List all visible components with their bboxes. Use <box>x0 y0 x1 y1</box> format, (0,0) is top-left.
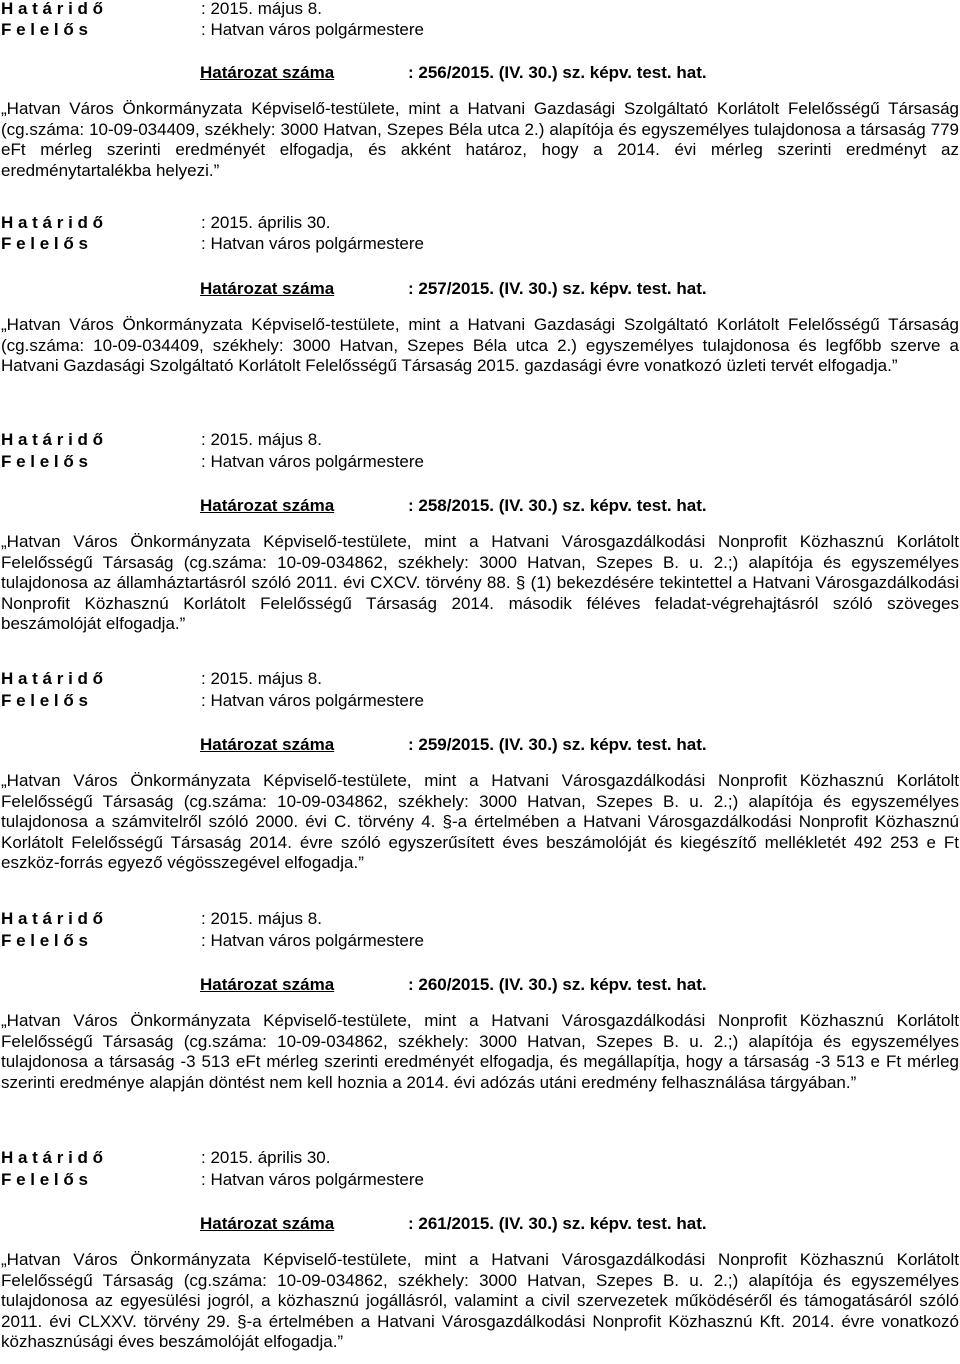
deadline-label: H a t á r i d ő <box>1 0 104 18</box>
resolution-text: „Hatvan Város Önkormányzata Képviselő-testülete, mint a Hatvani Városgazdálkodási Nonprofit Közhasznú Korlátolt Felelősségű Társaság (cg.száma: 10-09-034862, székhely: 3000 Hatvan, Szepes B. u. 2.;) alapítója és egyszemélyes tulajdonosa a társaság -3 513 eFt mérleg szerinti eredményét elfogadja, és megállapítja, hogy a társaság -3 513 e Ft mérleg szerinti eredménye alapján döntést nem kell hoznia a 2014. évi adózás utáni eredmény felhasználása tárgyában.” <box>1 1011 959 1092</box>
resolution-heading <box>200 975 707 995</box>
resolution-number: : 256/2015. (IV. 30.) sz. képv. test. hat. <box>408 63 707 82</box>
deadline-row <box>1 0 322 19</box>
resolution-number: : 257/2015. (IV. 30.) sz. képv. test. hat. <box>408 279 707 298</box>
responsible-value: : Hatvan város polgármestere <box>201 931 424 950</box>
deadline-label: H a t á r i d ő <box>1 909 104 928</box>
deadline-value: : 2015. április 30. <box>201 1148 331 1167</box>
deadline-row <box>1 669 322 689</box>
resolution-number-label: Határozat száma <box>200 279 335 298</box>
responsible-value: : Hatvan város polgármestere <box>201 234 424 253</box>
resolution-number: : 259/2015. (IV. 30.) sz. képv. test. hat. <box>408 735 707 754</box>
deadline-value: : 2015. május 8. <box>201 430 322 449</box>
resolution-heading <box>200 496 707 516</box>
responsible-label: F e l e l ő s <box>1 931 88 950</box>
deadline-label: H a t á r i d ő <box>1 1148 104 1167</box>
deadline-row <box>1 909 322 929</box>
resolution-number-label: Határozat száma <box>200 63 335 82</box>
responsible-row <box>1 1170 424 1190</box>
resolution-text: „Hatvan Város Önkormányzata Képviselő-testülete, mint a Hatvani Városgazdálkodási Nonprofit Közhasznú Korlátolt Felelősségű Társaság (cg.száma: 10-09-034862, székhely: 3000 Hatvan, Szepes B. u. 2.;) alapítója és egyszemélyes tulajdonosa az államháztartásról szóló 2011. évi CXCV. törvény 88. § (1) bekezdésére tekintettel a Hatvani Városgazdálkodási Nonprofit Közhasznú Korlátolt Felelősségű Társaság 2014. második féléves feladat-végrehajtásról szóló szöveges beszámolóját elfogadja.” <box>1 532 959 633</box>
deadline-row <box>1 1148 330 1168</box>
deadline-label: H a t á r i d ő <box>1 213 104 232</box>
responsible-row <box>1 931 424 951</box>
resolution-heading <box>200 63 707 83</box>
resolution-text: „Hatvan Város Önkormányzata Képviselő-testülete, mint a Hatvani Városgazdálkodási Nonprofit Közhasznú Korlátolt Felelősségű Társaság (cg.száma: 10-09-034862, székhely: 3000 Hatvan, Szepes B. u. 2.;) alapítója és egyszemélyes tulajdonosa az egyesülési jogról, a közhasznú jogállásról, valamint a civil szervezetek működéséről és támogatásáról szóló 2011. évi CLXXV. törvény 29. §-a értelmében a Hatvani Városgazdálkodási Nonprofit Közhasznú Kft. 2014. évre vonatkozó közhasznúsági éves beszámolóját elfogadja.” <box>1 1250 959 1351</box>
responsible-row <box>1 452 424 472</box>
deadline-label: H a t á r i d ő <box>1 430 104 449</box>
resolution-number: : 258/2015. (IV. 30.) sz. képv. test. hat. <box>408 496 707 515</box>
deadline-label: H a t á r i d ő <box>1 669 104 688</box>
responsible-label: F e l e l ő s <box>1 691 88 710</box>
resolution-heading <box>200 279 707 299</box>
responsible-row <box>1 20 424 40</box>
responsible-value: : Hatvan város polgármestere <box>201 691 424 710</box>
responsible-label: F e l e l ő s <box>1 452 88 471</box>
resolution-text: „Hatvan Város Önkormányzata Képviselő-testülete, mint a Hatvani Városgazdálkodási Nonprofit Közhasznú Korlátolt Felelősségű Társaság (cg.száma: 10-09-034862, székhely: 3000 Hatvan, Szepes B. u. 2.;) alapítója és egyszemélyes tulajdonosa a számvitelről szóló 2000. évi C. törvény 4. §-a értelmében a Hatvani Városgazdálkodási Nonprofit Közhasznú Korlátolt Felelősségű Társaság 2014. évre szóló egyszerűsített éves beszámolóját és kiegészítő mellékletét 492 253 e Ft eszköz-forrás egyező végösszegével elfogadja.” <box>1 771 959 872</box>
deadline-row <box>1 430 322 450</box>
deadline-value: : 2015. május 8. <box>201 0 322 18</box>
resolution-heading <box>200 1214 707 1234</box>
resolution-text: „Hatvan Város Önkormányzata Képviselő-testülete, mint a Hatvani Gazdasági Szolgáltató Korlátolt Felelősségű Társaság (cg.száma: 10-09-034409, székhely: 3000 Hatvan, Szepes Béla utca 2.) alapítója és egyszemélyes tulajdonosa a társaság 779 eFt mérleg szerinti eredményét elfogadja, és akként határoz, hogy a 2014. évi mérleg szerinti eredményt az eredménytartalékba helyezi.” <box>1 99 959 180</box>
deadline-value: : 2015. május 8. <box>201 669 322 688</box>
resolution-number-label: Határozat száma <box>200 496 335 515</box>
resolution-number-label: Határozat száma <box>200 975 335 994</box>
deadline-row <box>1 213 330 233</box>
responsible-row <box>1 691 424 711</box>
resolution-number: : 260/2015. (IV. 30.) sz. képv. test. hat. <box>408 975 707 994</box>
resolution-heading <box>200 735 707 755</box>
resolution-number-label: Határozat száma <box>200 1214 335 1233</box>
resolution-number-label: Határozat száma <box>200 735 335 754</box>
responsible-value: : Hatvan város polgármestere <box>201 20 424 39</box>
responsible-label: F e l e l ő s <box>1 234 88 253</box>
responsible-label: F e l e l ő s <box>1 20 88 39</box>
deadline-value: : 2015. május 8. <box>201 909 322 928</box>
responsible-value: : Hatvan város polgármestere <box>201 452 424 471</box>
deadline-value: : 2015. április 30. <box>201 213 331 232</box>
responsible-row <box>1 234 424 254</box>
resolution-number: : 261/2015. (IV. 30.) sz. képv. test. hat. <box>408 1214 707 1233</box>
responsible-value: : Hatvan város polgármestere <box>201 1170 424 1189</box>
responsible-label: F e l e l ő s <box>1 1170 88 1189</box>
resolution-text: „Hatvan Város Önkormányzata Képviselő-testülete, mint a Hatvani Gazdasági Szolgáltató Korlátolt Felelősségű Társaság (cg.száma: 10-09-034409, székhely: 3000 Hatvan, Szepes Béla utca 2.) egyszemélyes tulajdonosa és legfőbb szerve a Hatvani Gazdasági Szolgáltató Korlátolt Felelősségű Társaság 2015. gazdasági évre vonatkozó üzleti tervét elfogadja.” <box>1 315 959 375</box>
